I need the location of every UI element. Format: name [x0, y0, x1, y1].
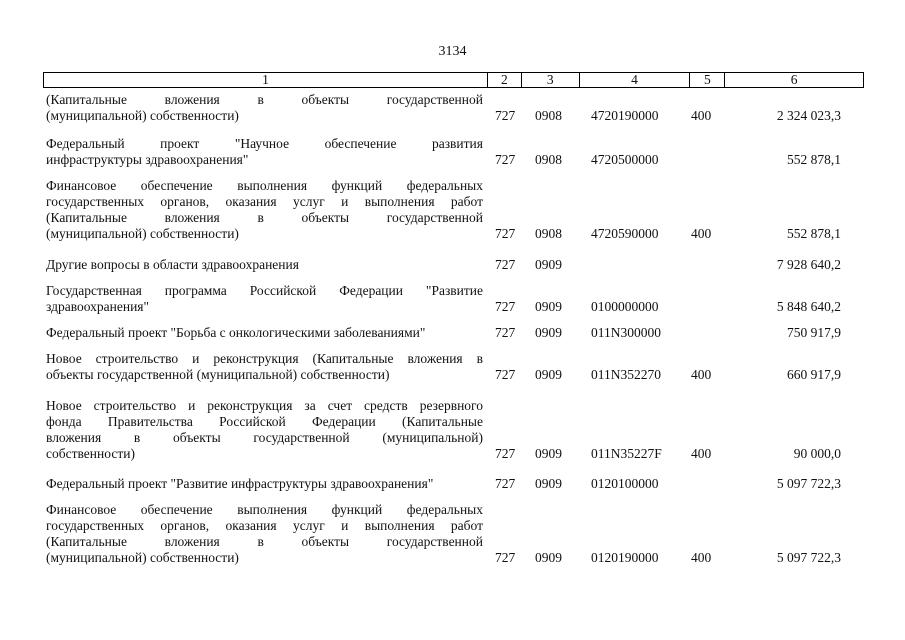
expense-type-code: 400 [691, 446, 712, 461]
section-code: 0909 [535, 446, 562, 461]
description-line: (Капитальные вложения в объекты государственной [46, 210, 483, 225]
target-article-code: 011N300000 [591, 325, 661, 340]
expense-type-code: 400 [691, 550, 712, 565]
ministry-code: 727 [495, 108, 516, 123]
target-article-code: 011N352270 [591, 367, 661, 382]
ministry-code: 727 [495, 257, 516, 272]
description-line: инфраструктуры здравоохранения" [46, 152, 249, 167]
row-description [46, 351, 483, 383]
amount-value: 552 878,1 [787, 226, 841, 241]
table-row [46, 178, 864, 242]
amount-value: 90 000,0 [793, 446, 841, 461]
table-row [46, 325, 864, 341]
section-code: 0908 [535, 108, 562, 123]
amount-value: 750 917,9 [787, 325, 841, 340]
row-description [46, 136, 483, 168]
table-row [46, 398, 864, 462]
description-line: (муниципальной) собственности) [46, 108, 239, 123]
description-line: (Капитальные вложения в объекты государственной [46, 534, 483, 549]
description-line: (Капитальные вложения в объекты государственной [46, 92, 483, 107]
column-header-2: 2 [487, 73, 521, 87]
ministry-code: 727 [495, 476, 516, 491]
section-code: 0909 [535, 325, 562, 340]
row-description [46, 178, 483, 242]
target-article-code: 4720190000 [591, 108, 659, 123]
amount-value: 7 928 640,2 [776, 257, 841, 272]
description-line: вложения в объекты государственной (муниципальной) [46, 430, 483, 445]
expense-type-code: 400 [691, 367, 712, 382]
description-line: Финансовое обеспечение выполнения функций федеральных [46, 178, 483, 193]
amount-value: 5 097 722,3 [776, 476, 841, 491]
row-description [46, 476, 483, 492]
ministry-code: 727 [495, 226, 516, 241]
section-code: 0908 [535, 152, 562, 167]
target-article-code: 4720590000 [591, 226, 659, 241]
table-row [46, 257, 864, 273]
description-line: Федеральный проект "Развитие инфраструктуры здравоохранения" [46, 476, 434, 491]
description-line: Федеральный проект "Борьба с онкологическими заболеваниями" [46, 325, 426, 340]
target-article-code: 011N35227F [591, 446, 662, 461]
table-header [43, 72, 864, 88]
table-row [46, 283, 864, 315]
amount-value: 552 878,1 [787, 152, 841, 167]
expense-type-code: 400 [691, 108, 712, 123]
table-row [46, 351, 864, 383]
ministry-code: 727 [495, 299, 516, 314]
column-header-3: 3 [521, 73, 579, 87]
section-code: 0909 [535, 476, 562, 491]
section-code: 0909 [535, 550, 562, 565]
description-line: Новое строительство и реконструкция за счет средств резервного [46, 398, 483, 413]
amount-value: 660 917,9 [787, 367, 841, 382]
table-row [46, 476, 864, 492]
row-description [46, 398, 483, 462]
description-line: государственных органов, оказания услуг и выполнения работ [46, 518, 483, 533]
column-header-5: 5 [689, 73, 724, 87]
description-line: Новое строительство и реконструкция (Капитальные вложения в [46, 351, 483, 366]
expense-type-code: 400 [691, 226, 712, 241]
ministry-code: 727 [495, 152, 516, 167]
description-line: фонда Правительства Российской Федерации (Капитальные [46, 414, 483, 429]
ministry-code: 727 [495, 550, 516, 565]
column-header-1: 1 [262, 72, 269, 87]
ministry-code: 727 [495, 367, 516, 382]
target-article-code: 0100000000 [591, 299, 659, 314]
column-header-6: 6 [724, 73, 863, 87]
amount-value: 2 324 023,3 [776, 108, 841, 123]
page-number: 3134 [438, 44, 467, 59]
description-line: Финансовое обеспечение выполнения функций федеральных [46, 502, 483, 517]
table-row [46, 92, 864, 124]
amount-value: 5 097 722,3 [776, 550, 841, 565]
target-article-code: 0120190000 [591, 550, 659, 565]
description-line: собственности) [46, 446, 135, 461]
row-description [46, 502, 483, 566]
description-line: Государственная программа Российской Федерации "Развитие [46, 283, 483, 298]
row-description [46, 283, 483, 315]
description-line: (муниципальной) собственности) [46, 226, 239, 241]
row-description [46, 257, 483, 273]
description-line: здравоохранения" [46, 299, 150, 314]
description-line: (муниципальной) собственности) [46, 550, 239, 565]
column-header-4: 4 [579, 73, 690, 87]
description-line: Федеральный проект "Научное обеспечение развития [46, 136, 483, 151]
section-code: 0909 [535, 299, 562, 314]
row-description [46, 92, 483, 124]
table-row [46, 502, 864, 566]
section-code: 0909 [535, 367, 562, 382]
section-code: 0909 [535, 257, 562, 272]
ministry-code: 727 [495, 446, 516, 461]
description-line: государственных органов, оказания услуг и выполнения работ [46, 194, 483, 209]
target-article-code: 0120100000 [591, 476, 659, 491]
target-article-code: 4720500000 [591, 152, 659, 167]
description-line: Другие вопросы в области здравоохранения [46, 257, 299, 272]
description-line: объекты государственной (муниципальной) собственности) [46, 367, 390, 382]
amount-value: 5 848 640,2 [776, 299, 841, 314]
section-code: 0908 [535, 226, 562, 241]
row-description [46, 325, 483, 341]
table-row [46, 136, 864, 168]
ministry-code: 727 [495, 325, 516, 340]
